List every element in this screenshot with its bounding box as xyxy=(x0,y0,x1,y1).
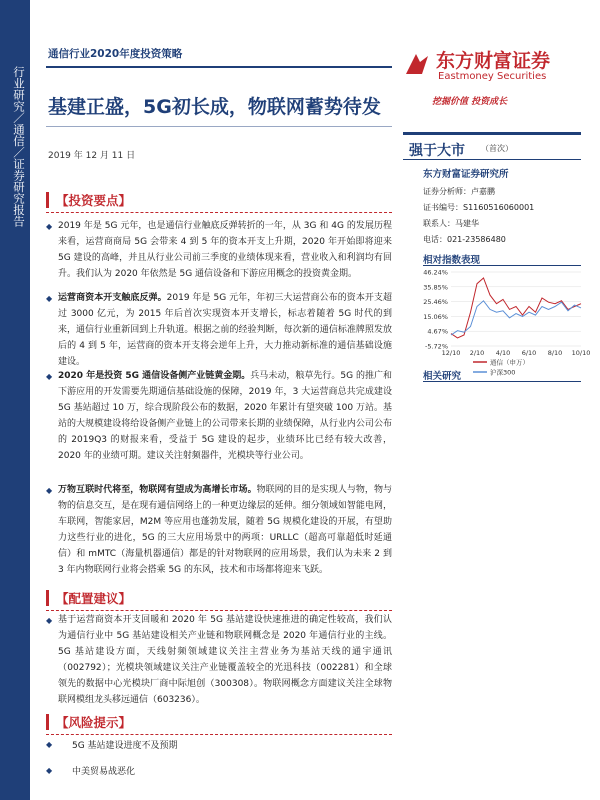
invest-paragraph-3: 2020 年是投资 5G 通信设备侧产业链黄金期。兵马未动，粮草先行。5G 的推广和下游应用的开发需要先期通信基础设施的保障，2019 年，3 大运营商总共完成建设 5G 基站超过 10 万，综合现阶段公布的数据，2020 年累计有望突破 100 万站。基站的大规模建设将给设备侧产业链上的公司带来长期的业绩保障，从行业内公司公布的 2019Q3 的财报来看，受益于 5G 建设的起步，业绩环比已经有较大改善，2020 年的业绩可期。建议关注射频器件，光模块等行业公司。 xyxy=(58,371,392,461)
y-tick-label: 4.67% xyxy=(427,327,448,336)
contact-phone: 电话：021-23586480 xyxy=(423,235,506,244)
legend-label: 通信（申万） xyxy=(490,358,529,367)
series-line xyxy=(451,301,581,335)
x-tick-label: 2/10 xyxy=(469,349,485,357)
relative-index-chart xyxy=(413,264,591,384)
analyst-cert: 证书编号：S1160516060001 xyxy=(423,203,535,212)
title-divider xyxy=(46,126,392,127)
rating-label: 强于大市 xyxy=(409,143,465,159)
risk-item: 中美贸易战恶化 xyxy=(72,767,136,777)
bullet-icon: ◆ xyxy=(46,486,53,495)
report-type-label: 通信行业2020年度投资策略 xyxy=(48,48,183,60)
bullet-icon: ◆ xyxy=(46,740,53,749)
page-title: 基建正盛，5G初长成，物联网蓄势待发 xyxy=(48,96,381,118)
logo-english-name: Eastmoney Securities xyxy=(438,71,547,82)
company-logo xyxy=(402,44,572,88)
invest-paragraph-1: 2019 年是 5G 元年，也是通信行业触底反弹转折的一年，从 3G 和 4G 的发展历程来看，运营商商局 5G 会带来 4 到 5 年的资本开支上升期，2020 年开始即将迎来 5G 建设的高峰，并且从行业公司前三季度的业绩体现来看，营业收入和利润均有回升。我们认为 2020 年依然是 5G 通信设备和下游应用概念的投资黄金期。 xyxy=(58,221,392,279)
x-tick-label: 8/10 xyxy=(547,349,563,357)
rating-box xyxy=(403,132,581,160)
related-research-rule xyxy=(423,381,581,382)
y-tick-label: 35.85% xyxy=(423,283,448,292)
section-heading-risk xyxy=(46,712,392,732)
section-title: 【配置建议】 xyxy=(56,591,132,606)
logo-slogan: 挖掘价值 投资成长 xyxy=(432,97,508,107)
bullet-icon: ◆ xyxy=(46,766,53,775)
sidebar-category-text: 行业研究／通信／证券研究报告 xyxy=(12,66,26,227)
rating-note: （首次） xyxy=(481,144,513,153)
x-tick-label: 10/10 xyxy=(571,349,591,357)
logo-chinese-name: 东方财富证券 xyxy=(436,50,551,72)
y-tick-label: 46.24% xyxy=(423,268,448,277)
analyst-info xyxy=(423,184,534,248)
header-divider xyxy=(46,66,392,68)
index-chart-heading: 相对指数表现 xyxy=(423,255,481,266)
section-heading-investment xyxy=(46,190,392,210)
institute-name: 东方财富证券研究所 xyxy=(423,169,509,180)
y-tick-label: 15.06% xyxy=(423,312,448,321)
invest-paragraph-2: 运营商资本开支触底反弹。2019 年是 5G 元年，年初三大运营商公布的资本开支超过 3000 亿元，为 2015 年后首次实现资本开支增长，标志着随着 5G 时代的到来，通信行业重新回到上升轨道。根据之前的经验判断，每次新的通信标准牌照发放后的 4 到 5 年，运营商的资本开支将会逆年上升，大力推动新标准的通信基础设施建设。 xyxy=(58,293,392,367)
section-heading-config xyxy=(46,588,392,608)
y-tick-label: -5.72% xyxy=(425,342,448,351)
config-paragraph: 基于运营商资本开支回暖和 2020 年 5G 基站建设快速推进的确定性较高，我们认为通信行业中 5G 基站建设相关产业链和物联网概念是 2020 年通信行业的主线。5G 基站建设方面，天线射频领域建议关注主营业务为基站天线的通宇通讯（002792）；光模块领域建议关注产业链覆盖较全的光迅科技（002281）和全球领先的数据中心光模块厂商中际旭创（300308）。物联网概念方面建议关注全球物联网模组龙头移远通信（603236）。 xyxy=(58,615,392,705)
left-sidebar-band xyxy=(0,0,30,800)
logo-mark-icon xyxy=(402,50,432,80)
y-tick-label: 25.46% xyxy=(423,298,448,307)
report-date: 2019 年 12 月 11 日 xyxy=(48,151,136,161)
bullet-icon: ◆ xyxy=(46,616,53,625)
risk-item: 5G 基站建设进度不及预期 xyxy=(72,741,178,751)
invest-paragraph-4: 万物互联时代将至，物联网有望成为高增长市场。物联网的目的是实现人与物，物与物的信息交互，是在现有通信网络上的一种更边缘层的延伸。细分领域如智能电网，车联网，智能家居，M2M 等应用也蓬勃发展，随着 5G 规模化建设的开展，有望助力这些行业的进化，5G 的三大应用场景中的两项：URLLC（超高可靠超低时延通信）和 mMTC（海量机器通信）都是的针对物联网的应用场景，我们认为未来 2 到 3 年内物联网行业将会搭乘 5G 的东风，技术和市场都将迎来飞跃。 xyxy=(58,485,392,575)
legend-label: 沪深300 xyxy=(490,368,516,377)
bullet-icon: ◆ xyxy=(46,372,53,381)
section-title: 【投资要点】 xyxy=(56,193,132,208)
section-title: 【风险提示】 xyxy=(56,715,132,730)
bullet-icon: ◆ xyxy=(46,294,53,303)
x-tick-label: 6/10 xyxy=(521,349,537,357)
related-research-heading: 相关研究 xyxy=(423,371,462,382)
contact-name: 联系人：马建华 xyxy=(423,219,479,228)
bullet-icon: ◆ xyxy=(46,222,53,231)
x-tick-label: 4/10 xyxy=(495,349,511,357)
x-tick-label: 12/10 xyxy=(441,349,461,357)
analyst-name: 证券分析师：卢嘉鹏 xyxy=(423,187,495,196)
